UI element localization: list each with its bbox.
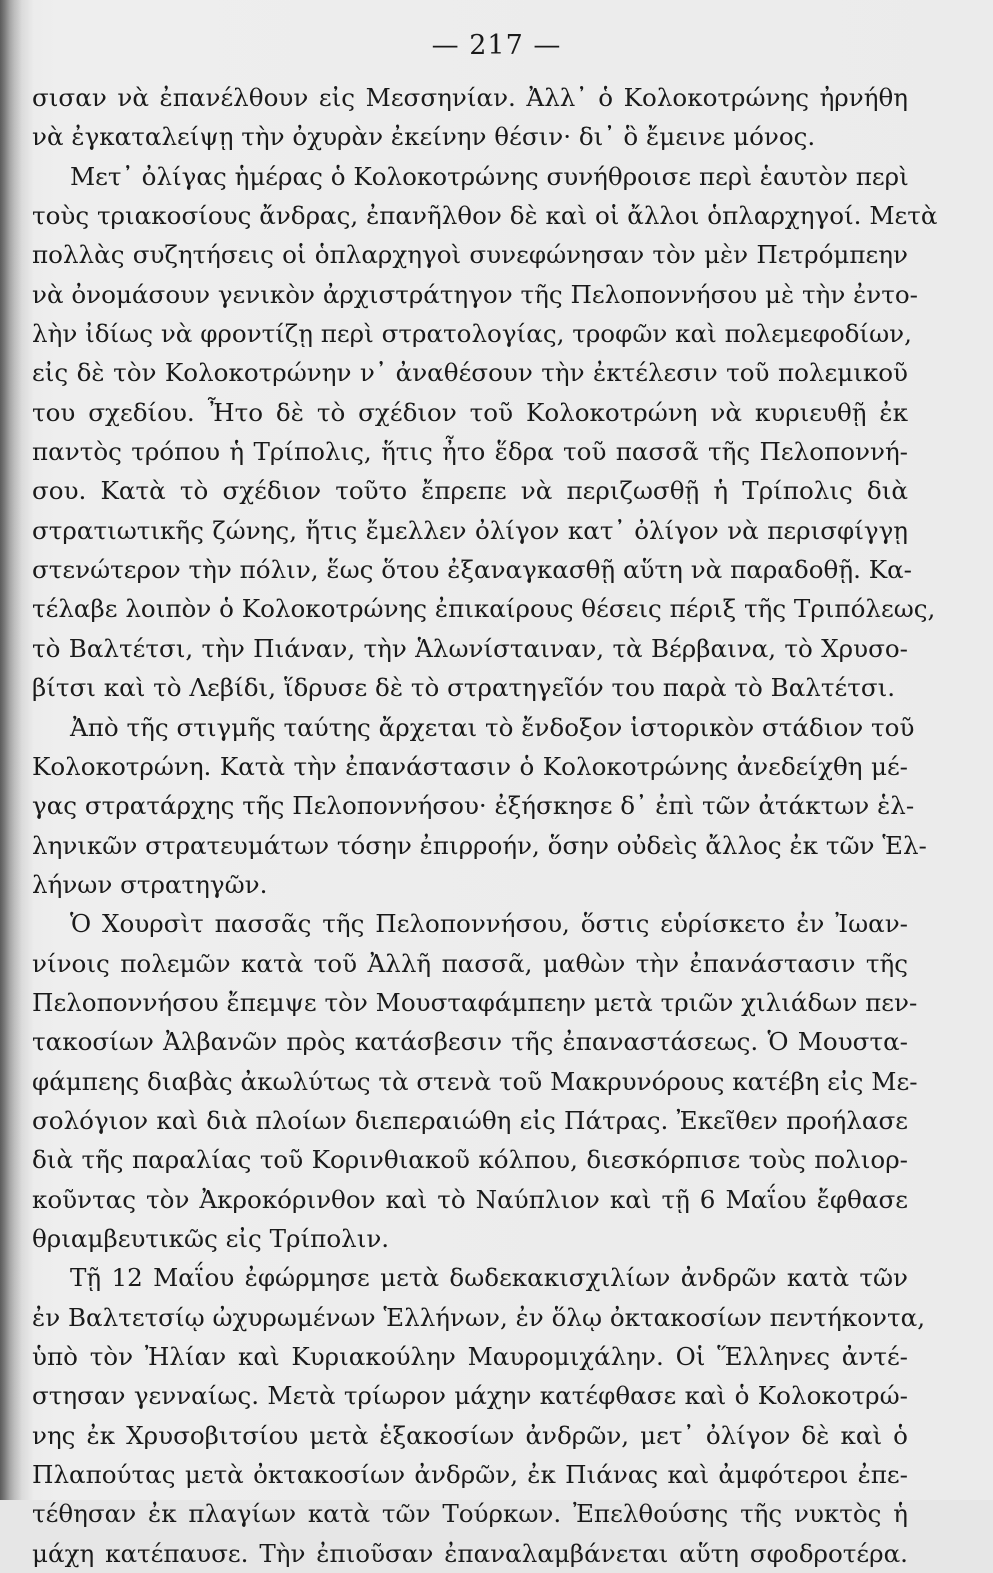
- text-line: νίνοις πολεμῶν κατὰ τοῦ Ἀλλῆ πασσᾶ, μαθὼν τὴν ἐπανάστασιν τῆς: [32, 948, 908, 978]
- text-line: Μετ᾽ ὀλίγας ἡμέρας ὁ Κολοκοτρώνης συνήθροισε περὶ ἑαυτὸν περὶ: [70, 161, 909, 191]
- text-line: τέλαβε λοιπὸν ὁ Κολοκοτρώνης ἐπικαίρους θέσεις πέριξ τῆς Τριπόλεως,: [32, 594, 936, 624]
- text-line: στρατιωτικῆς ζώνης, ἥτις ἔμελλεν ὀλίγον κατ᾽ ὀλίγον νὰ περισφίγγῃ: [32, 515, 908, 545]
- text-line: λήνων στρατηγῶν.: [32, 869, 268, 899]
- text-line: νὰ ἐγκαταλείψῃ τὴν ὀχυρὰν ἐκείνην θέσιν· δι᾽ ὃ ἔμεινε μόνος.: [32, 122, 816, 152]
- text-line: ἐν Βαλτετσίῳ ὠχυρωμένων Ἑλλήνων, ἐν ὅλῳ ὀκτακοσίων πεντήκοντα,: [32, 1302, 926, 1332]
- text-line: βίτσι καὶ τὸ Λεβίδι, ἵδρυσε δὲ τὸ στρατηγεῖόν του παρὰ τὸ Βαλτέτσι.: [32, 673, 896, 703]
- text-line: ληνικῶν στρατευμάτων τόσην ἐπιρροήν, ὅσην οὐδεὶς ἄλλος ἐκ τῶν Ἑλ-: [32, 830, 927, 860]
- text-line: Κολοκοτρώνη. Κατὰ τὴν ἐπανάστασιν ὁ Κολοκοτρώνης ἀνεδείχθη μέ-: [32, 751, 908, 781]
- text-line: παντὸς τρόπου ἡ Τρίπολις, ἥτις ἦτο ἕδρα τοῦ πασσᾶ τῆς Πελοποννή-: [32, 437, 908, 467]
- text-line: Πελοποννήσου ἔπεμψε τὸν Μουσταφάμπεην μετὰ τριῶν χιλιάδων πεν-: [32, 987, 918, 1017]
- text-line: τέθησαν ἐκ πλαγίων κατὰ τῶν Τούρκων. Ἐπελθούσης τῆς νυκτὸς ἡ: [32, 1499, 908, 1529]
- text-line: Ἀπὸ τῆς στιγμῆς ταύτης ἄρχεται τὸ ἔνδοξον ἱστορικὸν στάδιον τοῦ: [70, 712, 915, 742]
- text-line: διὰ τῆς παραλίας τοῦ Κορινθιακοῦ κόλπου, διεσκόρπισε τοὺς πολιορ-: [32, 1145, 908, 1175]
- text-line: σολόγιον καὶ διὰ πλοίων διεπεραιώθη εἰς Πάτρας. Ἐκεῖθεν προήλασε: [32, 1105, 908, 1135]
- text-line: θριαμβευτικῶς εἰς Τρίπολιν.: [32, 1223, 390, 1253]
- text-line: τακοσίων Ἀλβανῶν πρὸς κατάσβεσιν τῆς ἐπαναστάσεως. Ὁ Μουστα-: [32, 1027, 908, 1057]
- text-line: μάχη κατέπαυσε. Τὴν ἐπιοῦσαν ἐπαναλαμβάνεται αὕτη σφοδροτέρα.: [32, 1538, 908, 1568]
- text-line: τοὺς τριακοσίους ἄνδρας, ἐπανῆλθον δὲ καὶ οἱ ἄλλοι ὁπλαρχηγοί. Μετὰ: [32, 201, 938, 231]
- text-line: του σχεδίου. Ἦτο δὲ τὸ σχέδιον τοῦ Κολοκοτρώνη νὰ κυριευθῇ ἐκ: [32, 397, 908, 427]
- text-line: Τῇ 12 Μαΐου ἐφώρμησε μετὰ δωδεκακισχιλίων ἀνδρῶν κατὰ τῶν: [70, 1263, 908, 1293]
- body-text: [32, 78, 938, 1573]
- text-line: ὑπὸ τὸν Ἠλίαν καὶ Κυριακούλην Μαυρομιχάλην. Οἱ Ἕλληνες ἀντέ-: [32, 1342, 908, 1371]
- text-line: στενώτερον τὴν πόλιν, ἕως ὅτου ἐξαναγκασθῇ αὕτη νὰ παραδοθῇ. Κα-: [32, 555, 912, 585]
- text-line: κοῦντας τὸν Ἀκροκόρινθον καὶ τὸ Ναύπλιον καὶ τῇ 6 Μαΐου ἔφθασε: [32, 1184, 908, 1214]
- text-line: σου. Κατὰ τὸ σχέδιον τοῦτο ἔπρεπε νὰ περιζωσθῇ ἡ Τρίπολις διὰ: [32, 476, 908, 506]
- text-line: φάμπεης διαβὰς ἀκωλύτως τὰ στενὰ τοῦ Μακρυνόρους κατέβη εἰς Με-: [32, 1066, 918, 1096]
- text-line: τὸ Βαλτέτσι, τὴν Πιάναν, τὴν Ἁλωνίσταιναν, τὰ Βέρβαινα, τὸ Χρυσο-: [32, 633, 908, 663]
- text-line: νὰ ὀνομάσουν γενικὸν ἀρχιστράτηγον τῆς Πελοποννήσου μὲ τὴν ἐντο-: [32, 279, 918, 309]
- text-line: Πλαπούτας μετὰ ὀκτακοσίων ἀνδρῶν, ἐκ Πιάνας καὶ ἀμφότεροι ἐπε-: [32, 1460, 908, 1490]
- text-line: Ὁ Χουρσὶτ πασσᾶς τῆς Πελοποννήσου, ὅστις εὑρίσκετο ἐν Ἰωαν-: [70, 909, 908, 939]
- text-line: λὴν ἰδίως νὰ φροντίζῃ περὶ στρατολογίας, τροφῶν καὶ πολεμεφοδίων,: [32, 319, 912, 349]
- text-line: πολλὰς συζητήσεις οἱ ὁπλαρχηγοὶ συνεφώνησαν τὸν μὲν Πετρόμπεην: [32, 240, 908, 270]
- text-line: σισαν νὰ ἐπανέλθουν εἰς Μεσσηνίαν. Ἀλλ᾽ ὁ Κολοκοτρώνης ἠρνήθη: [32, 83, 908, 112]
- binding-shadow: [0, 0, 22, 1500]
- text-line: γας στρατάρχης τῆς Πελοποννήσου· ἐξήσκησε δ᾽ ἐπὶ τῶν ἀτάκτων ἑλ-: [32, 791, 915, 821]
- page-number: — 217 —: [431, 30, 562, 61]
- text-line: στησαν γενναίως. Μετὰ τρίωρον μάχην κατέφθασε καὶ ὁ Κολοκοτρώ-: [32, 1381, 908, 1411]
- text-line: εἰς δὲ τὸν Κολοκοτρώνην ν᾽ ἀναθέσουν τὴν ἐκτέλεσιν τοῦ πολεμικοῦ: [32, 358, 908, 388]
- text-line: νης ἐκ Χρυσοβιτσίου μετὰ ἑξακοσίων ἀνδρῶν, μετ᾽ ὀλίγον δὲ καὶ ὁ: [32, 1420, 908, 1450]
